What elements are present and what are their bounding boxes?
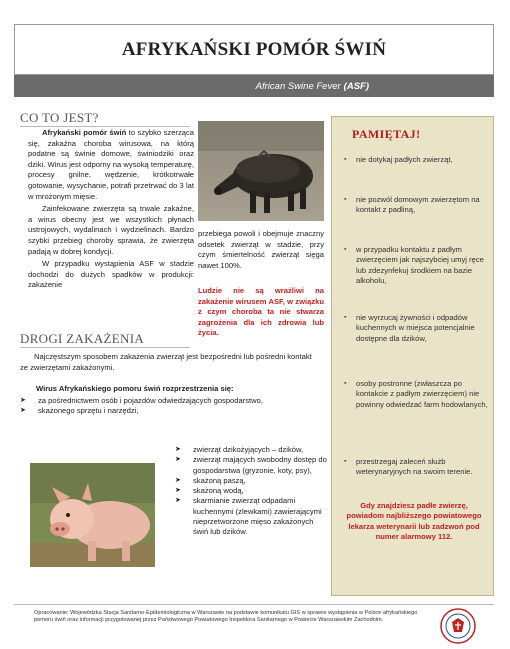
section-heading-transmission: DROGI ZAKAŻENIA: [20, 331, 190, 348]
transmission-item: ➤ za pośrednictwem osób i pojazdów odwiedzających gospodarstwo,: [20, 396, 320, 406]
remember-title: PAMIĘTAJ!: [352, 127, 421, 141]
intro-p3-continued: przebiega powoli i obejmuje znaczny odsetek zwierząt w stadzie, przy czym śmiertelność zwierząt sięga nawet 100%.: [198, 229, 324, 270]
transmission-lead: Wirus Afrykańskiego pomoru świń rozprzestrzenia się:: [36, 384, 234, 393]
page-title: AFRYKAŃSKI POMÓR ŚWIŃ: [121, 38, 387, 60]
footer-divider: [14, 604, 494, 605]
intro-text-right: [198, 229, 324, 273]
remember-item: ▪ w przypadku kontaktu z padłym zwierzęciem jak najszybciej umyj ręce lub zdezynfekuj środkiem na bazie alkoholu,: [356, 245, 488, 287]
transmission-item: ➤ zwierząt mających swobodny dostęp do gospodarstwa (gryzonie, koty, psy),: [175, 455, 327, 476]
transmission-item: ➤ zwierząt dzikożyjących – dzików,: [175, 445, 327, 455]
remember-item: ▪ nie pozwól domowym zwierzętom na kontakt z padliną,: [356, 195, 488, 216]
intro-warning: Ludzie nie są wrażliwi na zakażenie wirusem ASF, w związku z czym choroba ta nie stwarza zagrożenia dla ich zdrowia lub życia.: [198, 286, 324, 338]
intro-lead: Afrykański pomór świń: [42, 128, 127, 137]
page-title-box: [14, 24, 494, 75]
subtitle-text: African Swine Fever: [255, 80, 341, 92]
sanitary-inspection-seal-icon: [440, 608, 476, 644]
intro-p1: to szybko szerząca się, zakaźna choroba wirusowa, na którą podatne są świnie domowe, świniodziki oraz dziki. Wirus jest odporny na wysoką temperaturę, procesy gnilne, wędzenie, krótkotrwałe gotowanie, wysychanie, potrafi przetrwać do 3 lat w mrożonym mięsie.: [28, 128, 194, 201]
remember-item: ▪ przestrzegaj zaleceń służb weterynaryjnych na swoim terenie.: [356, 457, 488, 478]
transmission-item: ➤ skażoną wodą,: [175, 486, 327, 496]
remember-item: ▪ nie dotykaj padłych zwierząt,: [356, 155, 488, 165]
transmission-paragraph: Najczęstszym sposobem zakażenia zwierząt jest bezpośredni lub pośredni kontakt ze zwierzętami zakażonymi.: [20, 352, 312, 372]
transmission-intro: [20, 352, 320, 375]
footer-credits: Opracowanie: Wojewódzka Stacja Sanitarno-Epidemiologiczna w Warszawie na podstawie komunikatu GIS w sprawie wystąpienia w Polsce afrykańskiego pomoru świń oraz informacji przygotowanej przez Państwowego Powiatowego Inspektora Sanitarnego w Powiecie Warszawskim Zachodnim.: [34, 610, 418, 624]
intro-p3: W przypadku wystąpienia ASF w stadzie dochodzi do dużych spadków w produkcji: zakażenie: [28, 259, 194, 290]
remember-item: ▪ osoby postronne (zwłaszcza po kontakcie z padłym zwierzęciem) nie powinny odwiedzać farm hodowlanych,: [356, 379, 488, 410]
intro-text-left: [28, 128, 194, 293]
subtitle-abbr: (ASF): [343, 80, 369, 92]
wild-boar-photo: [198, 121, 324, 221]
transmission-item: ➤ skażoną paszą,: [175, 476, 327, 486]
section-heading-what-is-it: CO TO JEST?: [20, 110, 190, 127]
subtitle-bar: [14, 75, 494, 97]
transmission-item: ➤ skarmianie zwierząt odpadami kuchennymi (zlewkami) zawierającymi nieprzetworzone mięso zakażonych świń lub dzików.: [175, 496, 327, 537]
remember-item: ▪ nie wyrzucaj żywności i odpadów kuchennych w miejsca potencjalnie dostępne dla dzików,: [356, 313, 488, 344]
intro-p2: Zainfekowane zwierzęta są trwale zakaźne, a wirus obecny jest we wszystkich płynach ustrojowych, wydalinach i wydzielinach. Bardzo szybki przebieg choroby sprawia, że zwierzęta padają w dobrej kondycji.: [28, 204, 194, 256]
transmission-list-right: [175, 445, 327, 538]
transmission-item: ➤ skażonego sprzętu i narzędzi,: [20, 406, 320, 416]
transmission-list-left: [20, 396, 320, 417]
remember-warning: Gdy znajdziesz padłe zwierzę, powiadom najbliższego powiatowego lekarza weterynarii lub zadzwoń pod numer alarmowy 112.: [346, 501, 482, 542]
remember-box: [331, 116, 494, 596]
pig-photo: [30, 463, 155, 567]
